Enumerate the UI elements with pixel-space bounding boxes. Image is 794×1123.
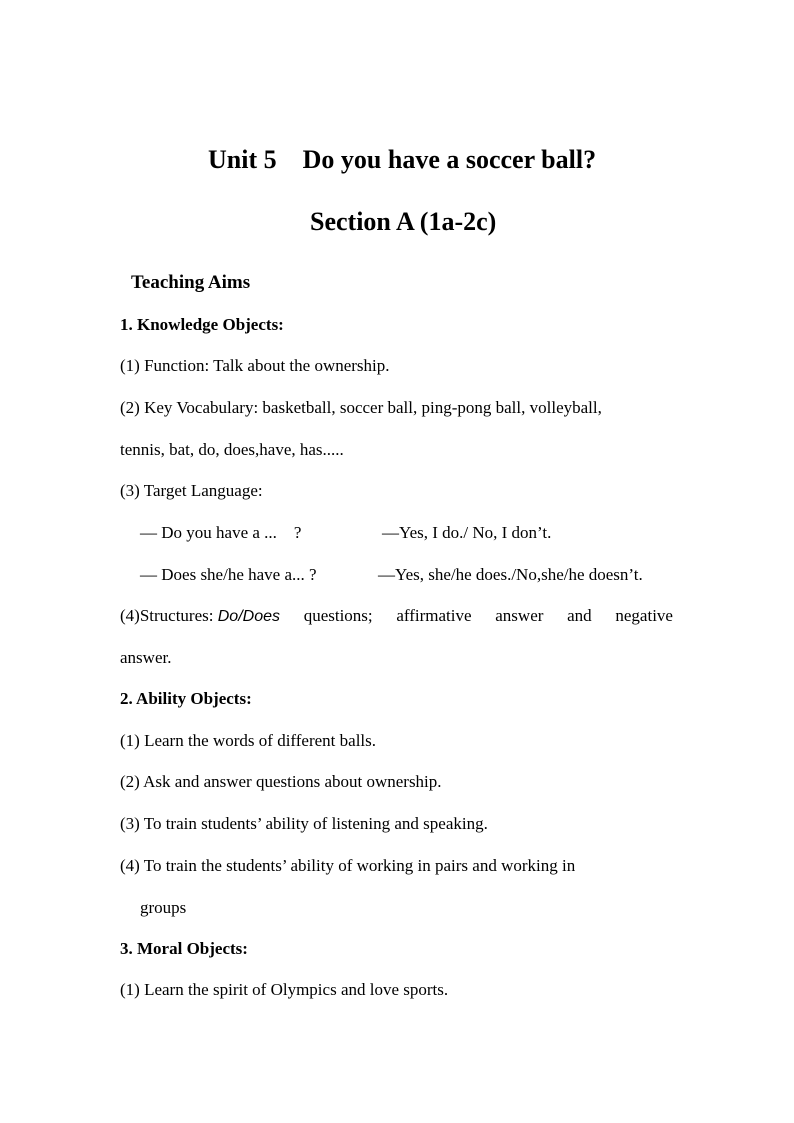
answer-1: —Yes, I do./ No, I don’t. <box>382 523 552 542</box>
structures-word: affirmative <box>396 606 472 625</box>
vocabulary-line-1: (2) Key Vocabulary: basketball, soccer ball, ping-pong ball, volleyball, <box>120 398 602 417</box>
question-1: — Do you have a ... ? <box>140 523 302 542</box>
moral-item-1: (1) Learn the spirit of Olympics and love sports. <box>120 980 449 999</box>
ability-item-3: (3) To train students’ ability of listening and speaking. <box>120 814 488 833</box>
vocabulary-line-2: tennis, bat, do, does,have, has..... <box>120 440 344 459</box>
target-language-line: (3) Target Language: <box>120 481 263 500</box>
section-title: Section A (1a-2c) <box>310 207 497 236</box>
unit-title: Unit 5 Do you have a soccer ball? <box>208 145 597 174</box>
structures-word: negative <box>615 606 673 625</box>
ability-item-2: (2) Ask and answer questions about ownership. <box>120 772 442 791</box>
structures-line <box>120 607 673 625</box>
structures-line-2: answer. <box>120 648 172 667</box>
moral-objects-heading: 3. Moral Objects: <box>120 939 248 958</box>
question-2: — Does she/he have a... ? <box>140 565 317 584</box>
ability-item-4-continued: groups <box>140 898 187 917</box>
function-line: (1) Function: Talk about the ownership. <box>120 356 390 375</box>
knowledge-objects-heading: 1. Knowledge Objects: <box>120 315 284 334</box>
ability-objects-heading: 2. Ability Objects: <box>120 689 252 708</box>
do-does-italic: Do/Does <box>217 608 280 625</box>
structures-word: answer <box>495 606 544 625</box>
ability-item-4: (4) To train the students’ ability of working in pairs and working in <box>120 856 576 875</box>
structures-word: and <box>567 606 592 625</box>
teaching-aims-heading: Teaching Aims <box>131 272 251 293</box>
structures-word: questions; <box>303 606 373 625</box>
structures-prefix: (4)Structures: Do/Does <box>120 606 280 625</box>
ability-item-1: (1) Learn the words of different balls. <box>120 731 377 750</box>
answer-2: —Yes, she/he does./No,she/he doesn’t. <box>378 565 643 584</box>
